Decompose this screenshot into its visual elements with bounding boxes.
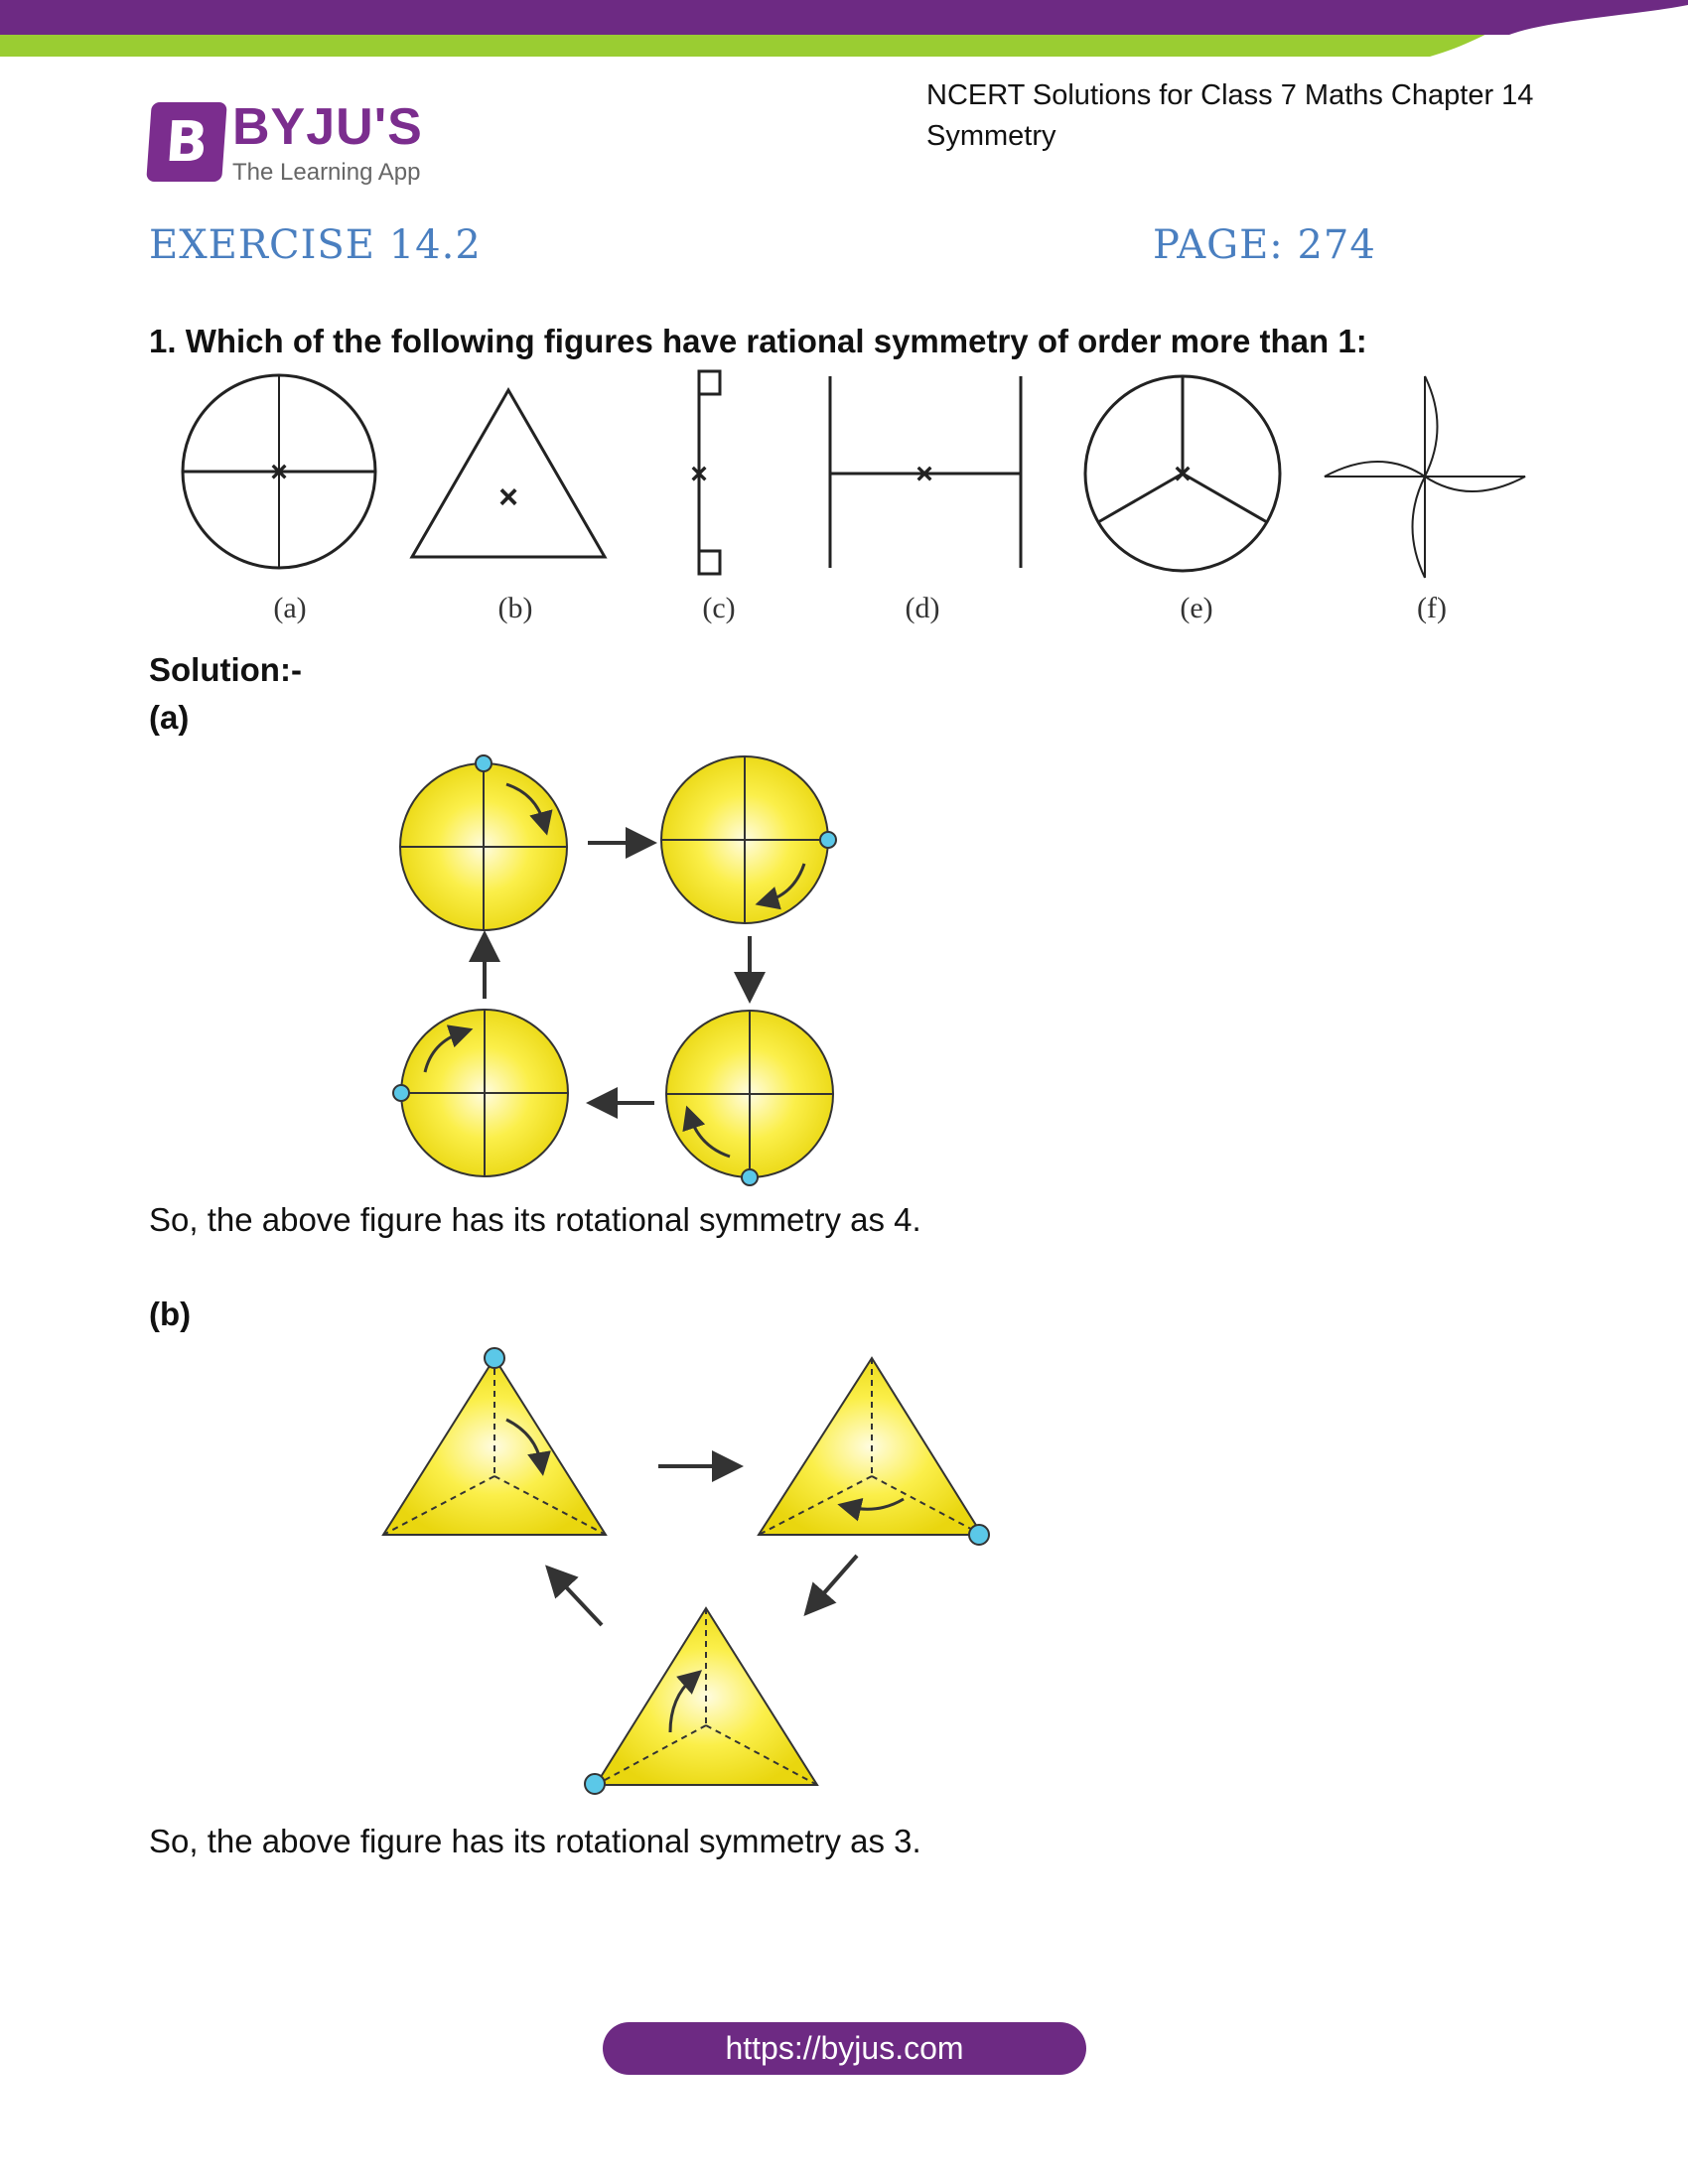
- figure-d: [830, 376, 1021, 568]
- figure-e: [1085, 376, 1280, 571]
- part-a-conclusion: So, the above figure has its rotational symmetry as 4.: [149, 1201, 921, 1238]
- svg-text:×: ×: [270, 456, 288, 488]
- figure-label-c: (c): [702, 592, 736, 624]
- page-number: PAGE: 274: [1153, 222, 1376, 268]
- exercise-heading: EXERCISE 14.2: [149, 222, 482, 268]
- document-title-line1: NCERT Solutions for Class 7 Maths Chapter 14: [926, 79, 1534, 111]
- logo-name: BYJU'S: [232, 98, 423, 156]
- triangle-step-1: [383, 1348, 606, 1535]
- footer-url-link[interactable]: https://byjus.com: [603, 2022, 1086, 2075]
- svg-text:×: ×: [498, 478, 518, 516]
- part-a-label: (a): [149, 699, 190, 736]
- figure-c: [690, 371, 720, 574]
- figure-b: [412, 390, 605, 557]
- logo-tagline: The Learning App: [232, 159, 421, 186]
- circle-step-1: [400, 755, 567, 930]
- figure-label-e: (e): [1180, 592, 1213, 624]
- figure-a: [183, 375, 375, 568]
- figure-label-b: (b): [497, 592, 533, 624]
- triangle-step-2: [759, 1358, 989, 1545]
- solution-heading: Solution:-: [149, 651, 302, 688]
- svg-text:×: ×: [690, 458, 708, 490]
- figure-f: [1325, 376, 1525, 578]
- circle-step-4: [393, 1010, 568, 1176]
- part-b-conclusion: So, the above figure has its rotational symmetry as 3.: [149, 1823, 921, 1859]
- svg-text:×: ×: [915, 458, 933, 490]
- circle-step-3: [666, 1011, 833, 1185]
- figure-label-f: (f): [1417, 592, 1447, 624]
- svg-text:×: ×: [1174, 458, 1192, 490]
- figure-label-d: (d): [905, 592, 940, 624]
- rotation-triangles-diagram: [383, 1348, 989, 1794]
- rotation-circles-diagram: [393, 755, 836, 1185]
- document-title-line2: Symmetry: [926, 120, 1056, 152]
- triangle-step-3: [585, 1608, 817, 1794]
- question-text: 1. Which of the following figures have rational symmetry of order more than 1:: [149, 323, 1367, 359]
- figure-label-a: (a): [273, 592, 307, 624]
- part-b-label: (b): [149, 1296, 192, 1332]
- logo-mark: B: [146, 102, 227, 182]
- circle-step-2: [661, 756, 836, 923]
